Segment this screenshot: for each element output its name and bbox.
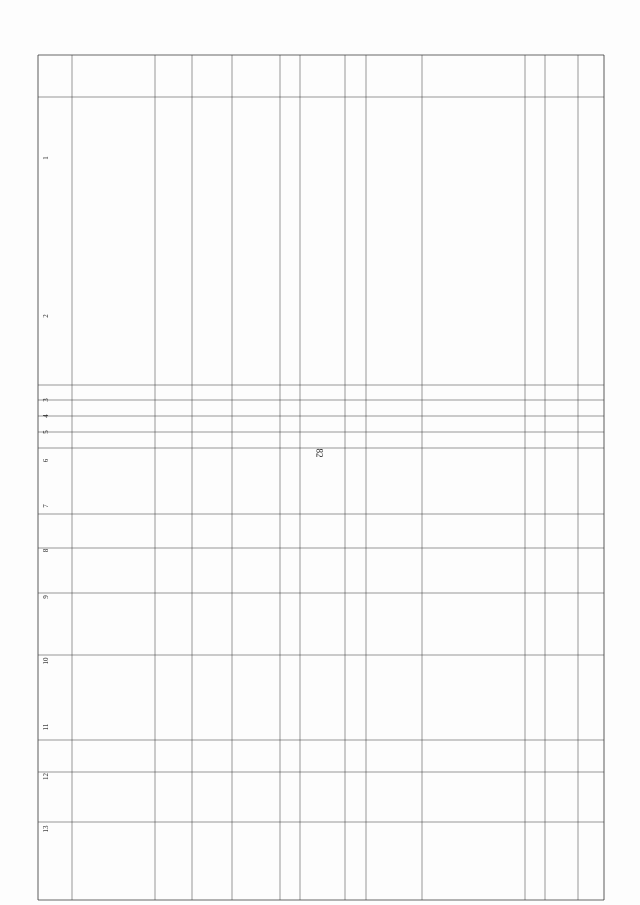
- column-number-label: 10: [42, 657, 50, 665]
- column-number-label: 13: [42, 825, 50, 833]
- column-number-label: 11: [42, 723, 50, 731]
- column-number-label: 5: [42, 430, 50, 434]
- column-number-label: 4: [42, 414, 50, 418]
- column-number-label: 1: [42, 156, 50, 160]
- column-number-label: 12: [42, 773, 50, 780]
- column-number-label: 8: [42, 548, 50, 553]
- page-number: 82: [314, 448, 325, 458]
- column-number-label: 3: [42, 398, 50, 402]
- column-number-label: 6: [42, 458, 50, 463]
- column-number-label: 9: [42, 595, 50, 599]
- column-number-label: 2: [42, 314, 50, 318]
- column-number-label: 7: [42, 504, 50, 508]
